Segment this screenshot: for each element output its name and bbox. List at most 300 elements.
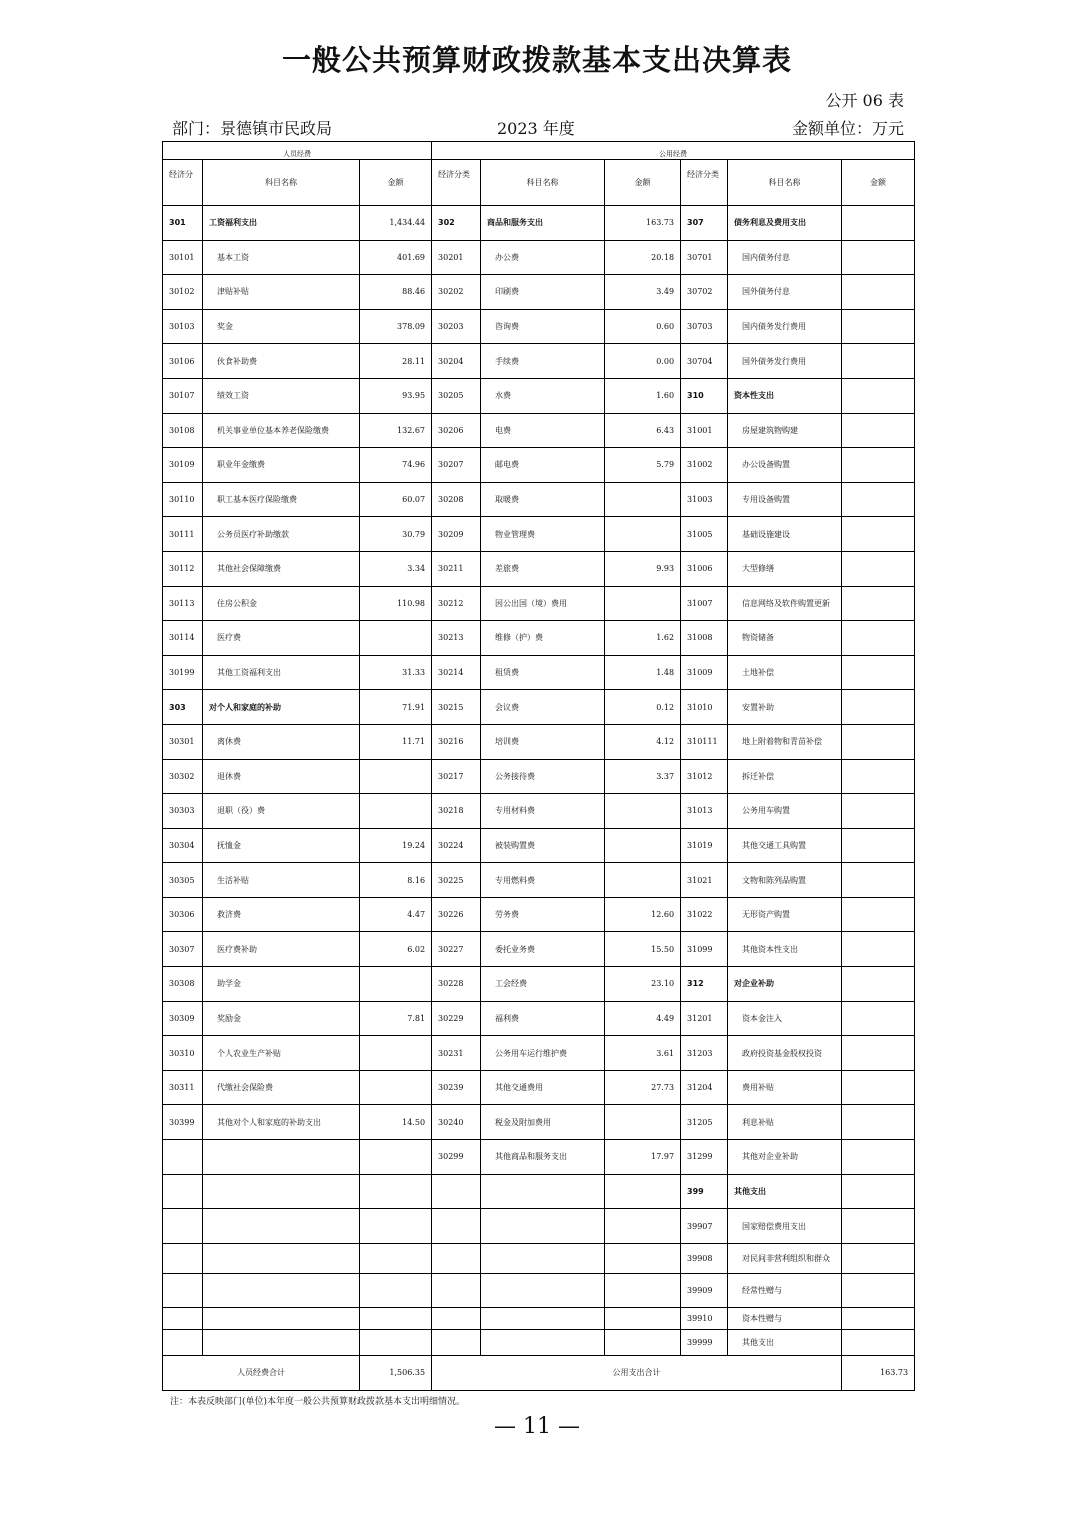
table-row [163,206,915,241]
item-amount [605,1243,681,1273]
table-row [163,828,915,863]
item-amount [842,759,915,794]
item-code: 30102 [163,275,203,310]
item-name: 公务员医疗补助缴款 [203,517,360,552]
item-name: 助学金 [203,967,360,1002]
item-name [203,1174,360,1209]
column-header: 金额 [842,160,915,206]
item-code: 30113 [163,586,203,621]
item-amount [842,863,915,898]
item-name: 国外债务发行费用 [728,344,842,379]
item-amount: 93.95 [360,378,432,413]
item-name: 国内债务付息 [728,240,842,275]
item-code [163,1174,203,1209]
item-name: 国内债务发行费用 [728,309,842,344]
item-code: 30111 [163,517,203,552]
item-name: 公务接待费 [481,759,605,794]
item-code: 30211 [432,551,481,586]
item-code: 30208 [432,482,481,517]
table-row [163,1070,915,1105]
item-amount [842,1105,915,1140]
item-code: 303 [163,690,203,725]
item-code: 399 [681,1174,728,1209]
item-code: 31006 [681,551,728,586]
item-amount: 12.60 [605,897,681,932]
item-name: 奖励金 [203,1001,360,1036]
item-amount [842,1329,915,1355]
item-name: 工会经费 [481,967,605,1002]
item-code: 39999 [681,1329,728,1355]
item-code: 31021 [681,863,728,898]
item-amount [360,1273,432,1307]
group-header-row [163,142,915,160]
table-row [163,932,915,967]
item-name: 电费 [481,413,605,448]
item-amount [842,655,915,690]
item-name: 公务用车购置 [728,794,842,829]
item-code: 30702 [681,275,728,310]
item-code: 30202 [432,275,481,310]
item-name: 其他商品和服务支出 [481,1140,605,1175]
item-amount [842,517,915,552]
table-row [163,413,915,448]
item-amount: 14.50 [360,1105,432,1140]
item-amount: 19.24 [360,828,432,863]
item-name: 国外债务付息 [728,275,842,310]
table-row [163,724,915,759]
item-name: 职工基本医疗保险缴费 [203,482,360,517]
department: 部门：景德镇市民政局 [172,119,333,138]
item-amount [842,828,915,863]
item-amount: 23.10 [605,967,681,1002]
item-amount: 378.09 [360,309,432,344]
item-name: 专用设备购置 [728,482,842,517]
table-row [163,344,915,379]
item-code: 30106 [163,344,203,379]
item-code: 30215 [432,690,481,725]
item-code: 30212 [432,586,481,621]
item-name: 取暖费 [481,482,605,517]
item-amount [605,828,681,863]
item-amount [605,586,681,621]
fiscal-year: 2023 年度 [497,119,575,138]
item-code: 30399 [163,1105,203,1140]
table-row [163,621,915,656]
item-name: 基本工资 [203,240,360,275]
item-amount: 88.46 [360,275,432,310]
item-name: 医疗费 [203,621,360,656]
item-amount [842,1209,915,1244]
item-amount [842,275,915,310]
item-amount [842,1307,915,1329]
item-amount: 3.61 [605,1036,681,1071]
item-code: 30306 [163,897,203,932]
item-amount: 0.00 [605,344,681,379]
item-name: 地上附着物和青苗补偿 [728,724,842,759]
column-header: 金额 [605,160,681,206]
item-code: 30203 [432,309,481,344]
item-code: 31019 [681,828,728,863]
item-amount: 7.81 [360,1001,432,1036]
personnel-total-value: 1,506.35 [360,1355,432,1390]
item-code: 30209 [432,517,481,552]
item-name: 办公费 [481,240,605,275]
item-name: 其他支出 [728,1329,842,1355]
table-row [163,309,915,344]
item-name: 土地补偿 [728,655,842,690]
item-amount [360,1209,432,1244]
table-row [163,517,915,552]
item-name: 国家赔偿费用支出 [728,1209,842,1244]
item-name: 培训费 [481,724,605,759]
item-name: 个人农业生产补贴 [203,1036,360,1071]
item-code: 30108 [163,413,203,448]
item-name: 资本性支出 [728,378,842,413]
item-code: 30207 [432,448,481,483]
item-name [203,1273,360,1307]
item-code: 31003 [681,482,728,517]
item-name: 维修（护）费 [481,621,605,656]
page-title: 一般公共预算财政拨款基本支出决算表 [281,43,792,77]
item-amount [842,1036,915,1071]
item-amount: 1,434.44 [360,206,432,241]
item-name: 税金及附加费用 [481,1105,605,1140]
item-code: 39907 [681,1209,728,1244]
item-amount [842,206,915,241]
item-code: 30199 [163,655,203,690]
item-code: 30224 [432,828,481,863]
item-amount [605,863,681,898]
table-row [163,448,915,483]
item-amount: 15.50 [605,932,681,967]
item-name: 专用材料费 [481,794,605,829]
item-code: 30310 [163,1036,203,1071]
table-row [163,794,915,829]
item-amount [842,1001,915,1036]
item-code: 30204 [432,344,481,379]
item-code: 30107 [163,378,203,413]
item-amount [842,1140,915,1175]
item-name: 代缴社会保险费 [203,1070,360,1105]
item-name [203,1329,360,1355]
column-header: 科目名称 [203,160,360,206]
expenditure-table [162,141,915,1391]
item-code: 30206 [432,413,481,448]
item-code: 30201 [432,240,481,275]
item-code [163,1307,203,1329]
item-amount [360,967,432,1002]
item-amount [842,309,915,344]
item-amount: 1.48 [605,655,681,690]
item-name: 咨询费 [481,309,605,344]
item-code: 31012 [681,759,728,794]
item-name: 手续费 [481,344,605,379]
item-name: 物业管理费 [481,517,605,552]
item-name: 大型修缮 [728,551,842,586]
table-row [163,586,915,621]
item-name [203,1307,360,1329]
item-amount [842,932,915,967]
table-row [163,1329,915,1355]
item-amount: 31.33 [360,655,432,690]
item-amount [842,690,915,725]
item-code: 30302 [163,759,203,794]
item-name: 退休费 [203,759,360,794]
item-amount [360,1036,432,1071]
table-row [163,275,915,310]
item-amount [360,1174,432,1209]
item-name: 公务用车运行维护费 [481,1036,605,1071]
item-code: 30301 [163,724,203,759]
item-amount [842,967,915,1002]
item-name: 利息补贴 [728,1105,842,1140]
item-name [203,1209,360,1244]
item-name: 因公出国（境）费用 [481,586,605,621]
item-name: 其他交通费用 [481,1070,605,1105]
item-amount: 4.49 [605,1001,681,1036]
item-amount: 132.67 [360,413,432,448]
item-amount: 6.02 [360,932,432,967]
item-name: 安置补助 [728,690,842,725]
table-row [163,1307,915,1329]
column-header: 科目名称 [728,160,842,206]
item-code: 30114 [163,621,203,656]
item-amount [360,1140,432,1175]
item-code: 31203 [681,1036,728,1071]
item-code: 31013 [681,794,728,829]
item-amount: 4.12 [605,724,681,759]
item-name: 无形资产购置 [728,897,842,932]
item-code: 30303 [163,794,203,829]
table-number: 公开 06 表 [825,91,904,110]
item-amount [842,621,915,656]
item-amount: 71.91 [360,690,432,725]
item-name: 其他社会保障缴费 [203,551,360,586]
item-amount [842,724,915,759]
item-code: 30307 [163,932,203,967]
item-code: 30311 [163,1070,203,1105]
item-amount [842,1243,915,1273]
item-code [432,1329,481,1355]
item-amount: 11.71 [360,724,432,759]
item-amount [842,378,915,413]
item-amount: 74.96 [360,448,432,483]
item-code [163,1209,203,1244]
table-row [163,240,915,275]
item-amount [842,1273,915,1307]
table-row [163,690,915,725]
item-code: 31010 [681,690,728,725]
item-code [432,1307,481,1329]
item-code [163,1140,203,1175]
item-code [163,1243,203,1273]
item-name: 奖金 [203,309,360,344]
column-header: 经济分 [163,160,203,206]
item-code: 312 [681,967,728,1002]
item-amount [842,586,915,621]
item-name: 委托业务费 [481,932,605,967]
item-amount: 1.60 [605,378,681,413]
item-amount [605,1174,681,1209]
item-name: 房屋建筑物购建 [728,413,842,448]
item-code [432,1273,481,1307]
item-name: 信息网络及软件购置更新 [728,586,842,621]
item-code: 30101 [163,240,203,275]
item-name: 文物和陈列品购置 [728,863,842,898]
item-name: 差旅费 [481,551,605,586]
table-row [163,1243,915,1273]
table-row [163,967,915,1002]
table-row [163,897,915,932]
item-code: 31001 [681,413,728,448]
group-header-personnel: 人员经费 [163,142,432,160]
item-code: 30225 [432,863,481,898]
item-amount [605,482,681,517]
item-amount [360,759,432,794]
column-header: 经济分类 [432,160,481,206]
table-row [163,1209,915,1244]
item-name: 救济费 [203,897,360,932]
item-name: 机关事业单位基本养老保险缴费 [203,413,360,448]
item-code: 310 [681,378,728,413]
item-name [481,1174,605,1209]
item-amount [605,1307,681,1329]
item-name: 其他对企业补助 [728,1140,842,1175]
item-amount [605,517,681,552]
item-code: 31008 [681,621,728,656]
table-row [163,655,915,690]
item-name: 对企业补助 [728,967,842,1002]
item-amount [605,1105,681,1140]
item-code: 30227 [432,932,481,967]
item-code: 30703 [681,309,728,344]
table-row [163,378,915,413]
item-code: 31205 [681,1105,728,1140]
item-name: 绩效工资 [203,378,360,413]
column-header: 经济分类 [681,160,728,206]
item-amount [605,794,681,829]
item-amount [842,344,915,379]
item-name: 住房公积金 [203,586,360,621]
item-code: 30103 [163,309,203,344]
item-name: 津贴补贴 [203,275,360,310]
item-name: 物资储备 [728,621,842,656]
table-row [163,759,915,794]
item-name: 生活补贴 [203,863,360,898]
item-name: 其他支出 [728,1174,842,1209]
column-header: 科目名称 [481,160,605,206]
item-name: 水费 [481,378,605,413]
column-header-row [163,160,915,206]
item-amount: 8.16 [360,863,432,898]
item-name: 资本性赠与 [728,1307,842,1329]
item-name: 邮电费 [481,448,605,483]
item-code: 30309 [163,1001,203,1036]
item-code: 31009 [681,655,728,690]
item-name: 抚恤金 [203,828,360,863]
item-code: 30240 [432,1105,481,1140]
item-code: 30231 [432,1036,481,1071]
item-code: 31005 [681,517,728,552]
item-name: 离休费 [203,724,360,759]
item-name: 基础设施建设 [728,517,842,552]
item-amount: 5.79 [605,448,681,483]
item-code: 30214 [432,655,481,690]
item-code: 39910 [681,1307,728,1329]
item-name: 办公设备购置 [728,448,842,483]
item-amount [842,551,915,586]
item-amount: 3.49 [605,275,681,310]
item-code: 30228 [432,967,481,1002]
totals-row [163,1355,915,1390]
table-row [163,863,915,898]
item-code: 30701 [681,240,728,275]
item-amount [842,448,915,483]
item-amount: 163.73 [605,206,681,241]
table-row [163,1174,915,1209]
item-amount: 60.07 [360,482,432,517]
item-name: 其他资本性支出 [728,932,842,967]
table-row [163,1140,915,1175]
item-name: 印刷费 [481,275,605,310]
table-row [163,1105,915,1140]
item-code: 310111 [681,724,728,759]
public-total-label: 公用支出合计 [432,1355,842,1390]
item-code: 30217 [432,759,481,794]
item-code: 30299 [432,1140,481,1175]
table-row [163,482,915,517]
item-code: 39909 [681,1273,728,1307]
item-amount: 9.93 [605,551,681,586]
item-code: 30305 [163,863,203,898]
item-code [432,1243,481,1273]
item-code [432,1174,481,1209]
item-code: 30216 [432,724,481,759]
item-amount: 28.11 [360,344,432,379]
table-row [163,1273,915,1307]
item-amount: 27.73 [605,1070,681,1105]
item-name: 专用燃料费 [481,863,605,898]
item-name: 政府投资基金股权投资 [728,1036,842,1071]
table-row [163,551,915,586]
item-amount [360,1070,432,1105]
page-number: — 11 — [494,1414,580,1439]
item-name [203,1243,360,1273]
item-amount [605,1329,681,1355]
item-code [432,1209,481,1244]
item-amount: 3.37 [605,759,681,794]
item-code: 30109 [163,448,203,483]
item-name: 资本金注入 [728,1001,842,1036]
item-amount [360,1329,432,1355]
item-code [163,1273,203,1307]
item-name [481,1209,605,1244]
personnel-total-label: 人员经费合计 [163,1355,360,1390]
item-code: 39908 [681,1243,728,1273]
item-code: 30229 [432,1001,481,1036]
item-code: 31002 [681,448,728,483]
item-name [481,1307,605,1329]
item-name [481,1243,605,1273]
item-code: 30226 [432,897,481,932]
table-row [163,1001,915,1036]
group-header-public: 公用经费 [432,142,915,160]
item-amount: 110.98 [360,586,432,621]
item-amount: 20.18 [605,240,681,275]
item-amount [605,1273,681,1307]
item-code: 301 [163,206,203,241]
item-code: 30112 [163,551,203,586]
